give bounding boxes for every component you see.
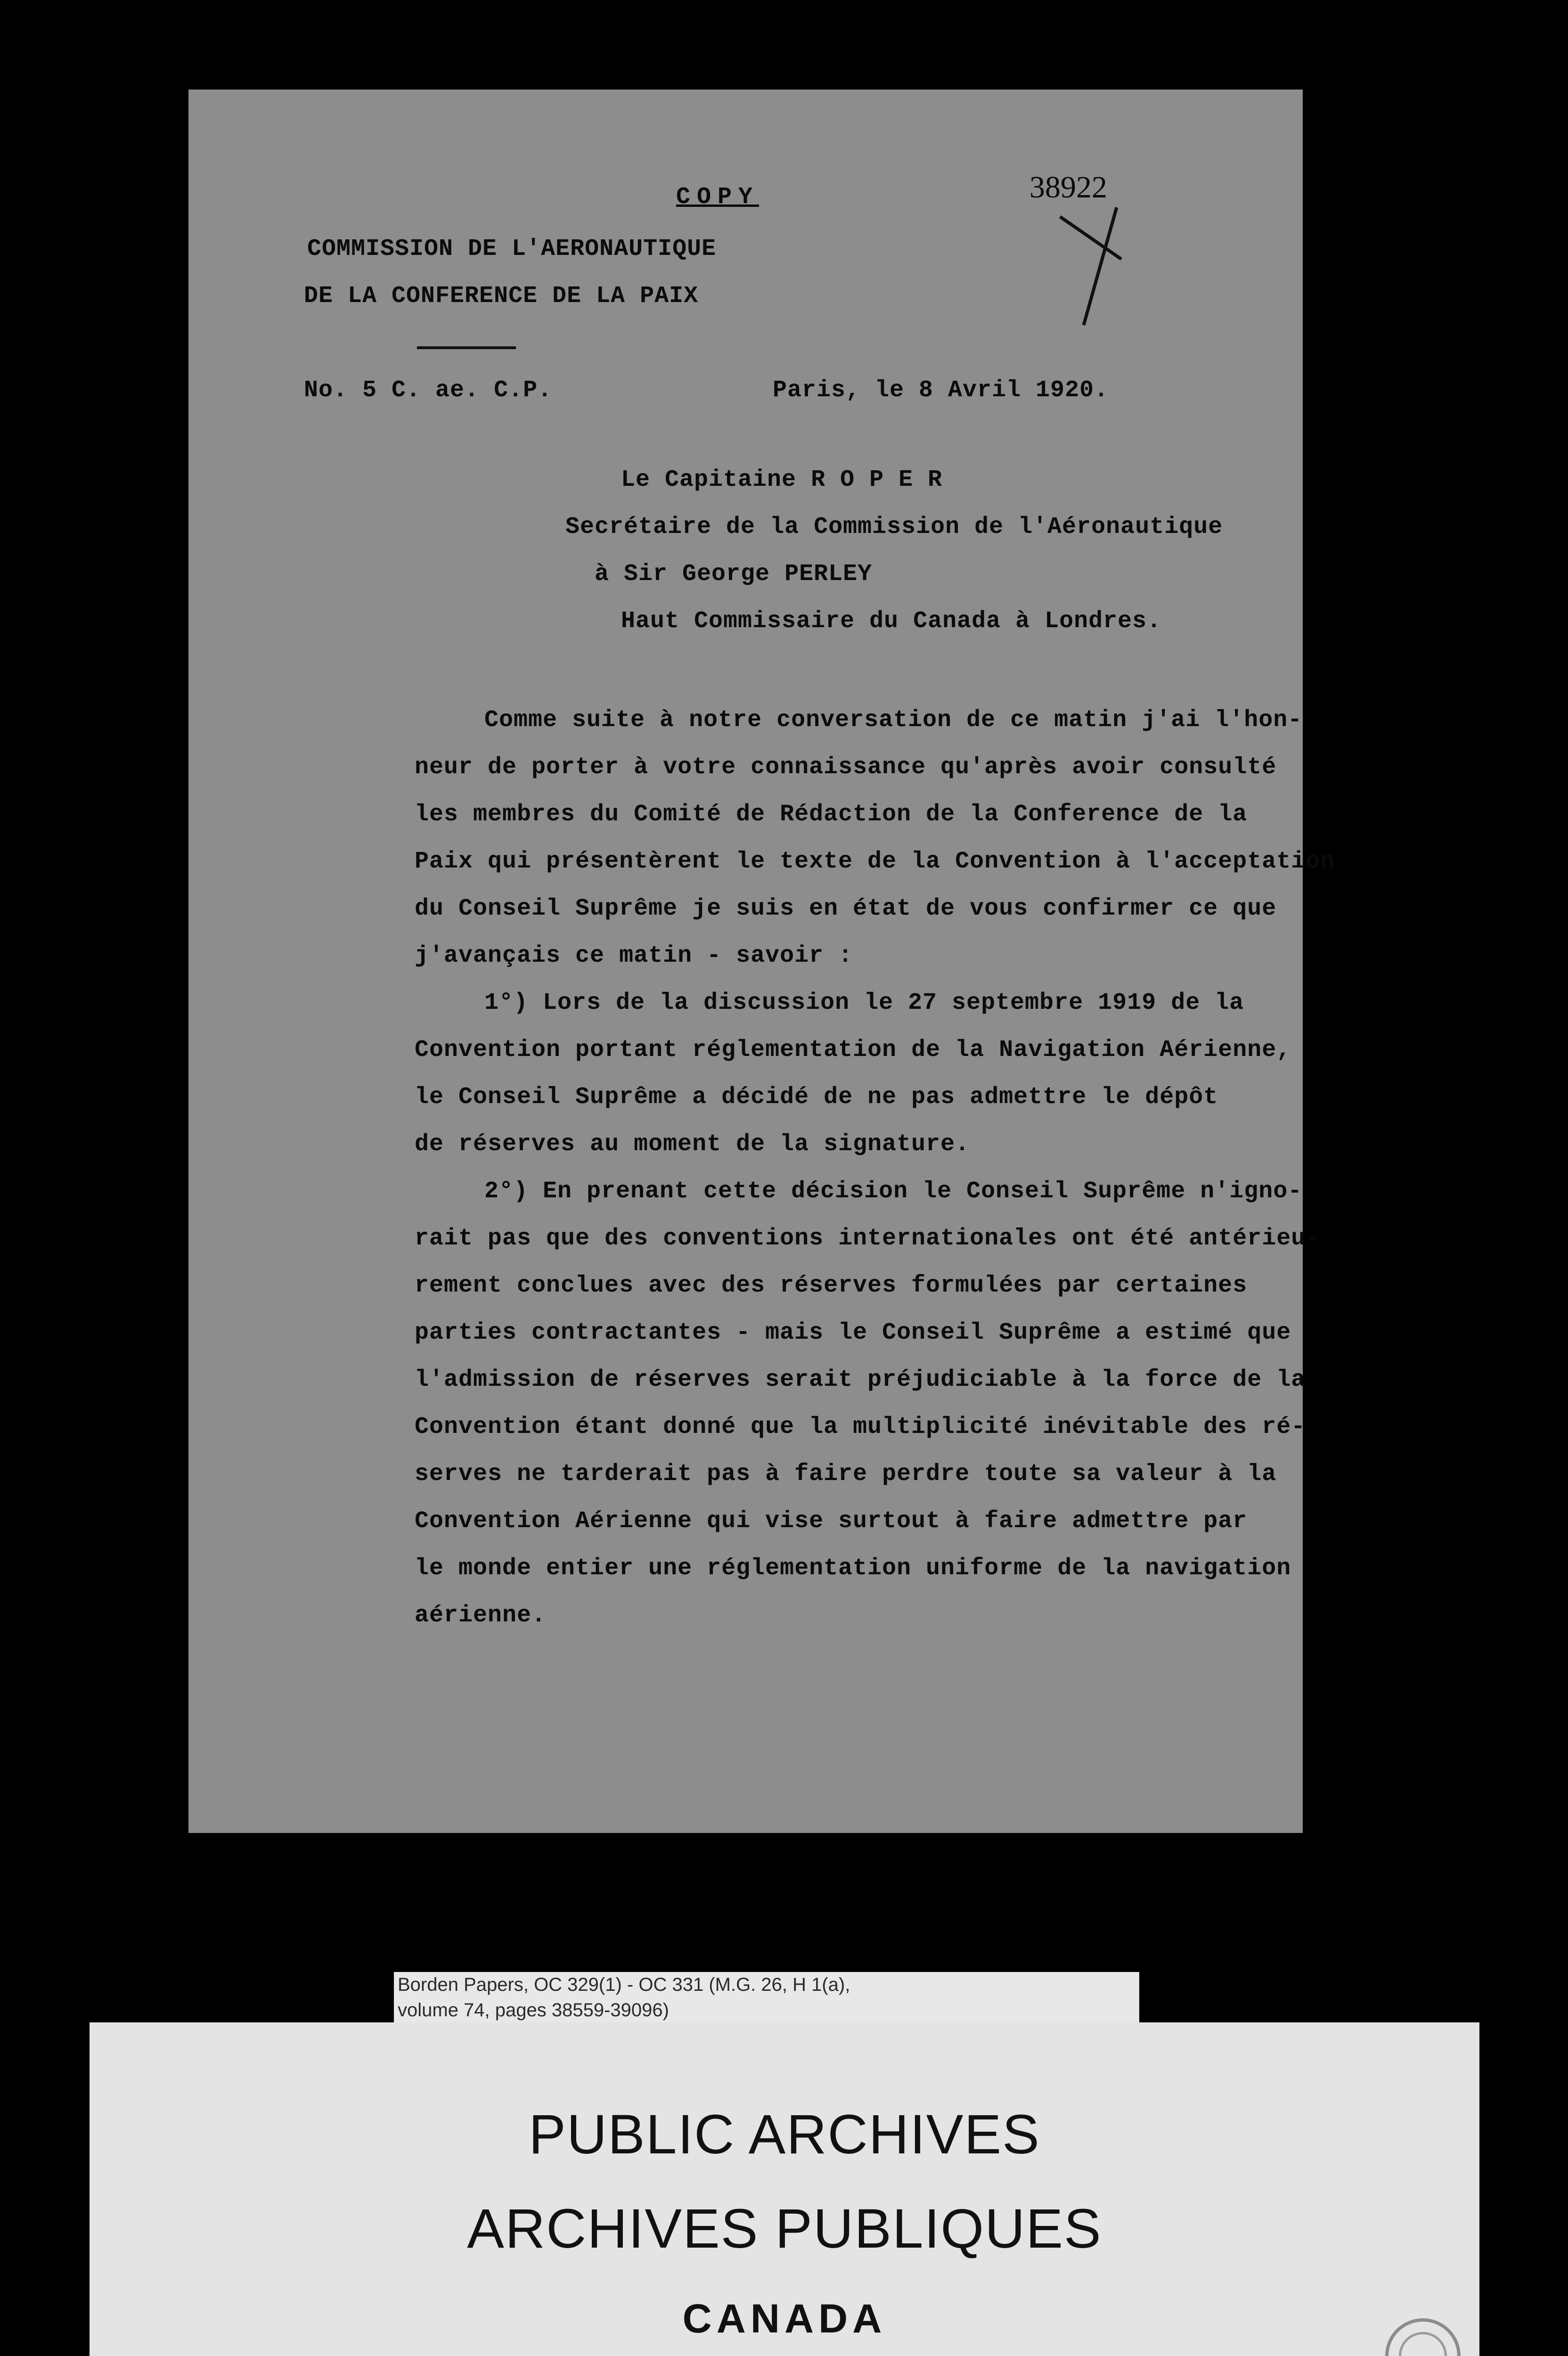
letter-page bbox=[188, 90, 1335, 1833]
sender-line-1: Le Capitaine R O P E R bbox=[621, 466, 943, 493]
body-line: de réserves au moment de la signature. bbox=[415, 1131, 970, 1158]
archive-label-line-2: ARCHIVES PUBLIQUES bbox=[467, 2198, 1102, 2260]
body-line: le monde entier une réglementation uniforme de la navigation bbox=[415, 1555, 1291, 1582]
reference-slip-line-1: Borden Papers, OC 329(1) - OC 331 (M.G. 26, H 1(a), bbox=[398, 1974, 850, 1995]
body-line: Convention étant donné que la multiplicité inévitable des ré- bbox=[415, 1414, 1306, 1440]
body-line: l'admission de réserves serait préjudiciable à la force de la bbox=[415, 1366, 1306, 1393]
body-line: j'avançais ce matin - savoir : bbox=[415, 942, 853, 969]
letterhead-line-2: DE LA CONFERENCE DE LA PAIX bbox=[304, 283, 699, 310]
body-line: Convention portant réglementation de la Navigation Aérienne, bbox=[415, 1037, 1291, 1063]
body-line: rement conclues avec des réserves formulées par certaines bbox=[415, 1272, 1248, 1299]
archive-label bbox=[90, 2022, 1479, 2356]
body-line: les membres du Comité de Rédaction de la Conference de la bbox=[415, 801, 1248, 828]
handwritten-cross-mark bbox=[1051, 203, 1131, 401]
body-line: serves ne tarderait pas à faire perdre toute sa valeur à la bbox=[415, 1461, 1277, 1488]
body-line: Convention Aérienne qui vise surtout à faire admettre par bbox=[415, 1508, 1248, 1535]
archive-label-line-3: CANADA bbox=[682, 2296, 887, 2341]
reference-number: No. 5 C. ae. C.P. bbox=[304, 377, 553, 404]
archive-label-line-1: PUBLIC ARCHIVES bbox=[529, 2103, 1040, 2166]
place-date: Paris, le 8 Avril 1920. bbox=[773, 377, 1109, 404]
sender-line-2: Secrétaire de la Commission de l'Aéronautique bbox=[565, 514, 1223, 540]
body-line: Comme suite à notre conversation de ce matin j'ai l'hon- bbox=[484, 707, 1303, 734]
body-line: 2°) En prenant cette décision le Conseil Suprême n'igno- bbox=[484, 1178, 1303, 1205]
body-line: rait pas que des conventions internationales ont été antérieu- bbox=[415, 1225, 1321, 1252]
copy-mark: COPY bbox=[676, 184, 760, 211]
reference-slip bbox=[394, 1972, 1139, 2024]
body-line: 1°) Lors de la discussion le 27 septembre 1919 de la bbox=[484, 990, 1244, 1016]
body-line: parties contractantes - mais le Conseil Suprême a estimé que bbox=[415, 1319, 1291, 1346]
letterhead-line-1: COMMISSION DE L'AERONAUTIQUE bbox=[307, 236, 717, 262]
body-line: Paix qui présentèrent le texte de la Convention à l'acceptation bbox=[415, 848, 1335, 875]
recipient-line-1: à Sir George PERLEY bbox=[595, 561, 873, 588]
recipient-line-2: Haut Commissaire du Canada à Londres. bbox=[621, 608, 1162, 635]
body-line: aérienne. bbox=[415, 1602, 547, 1629]
body-line: neur de porter à votre connaissance qu'après avoir consulté bbox=[415, 754, 1277, 781]
document-number: 38922 bbox=[1029, 170, 1107, 205]
header-rule bbox=[417, 346, 516, 349]
body-line: du Conseil Suprême je suis en état de vous confirmer ce que bbox=[415, 895, 1277, 922]
body-line: le Conseil Suprême a décidé de ne pas admettre le dépôt bbox=[415, 1084, 1218, 1111]
reference-slip-line-2: volume 74, pages 38559-39096) bbox=[398, 2000, 669, 2021]
